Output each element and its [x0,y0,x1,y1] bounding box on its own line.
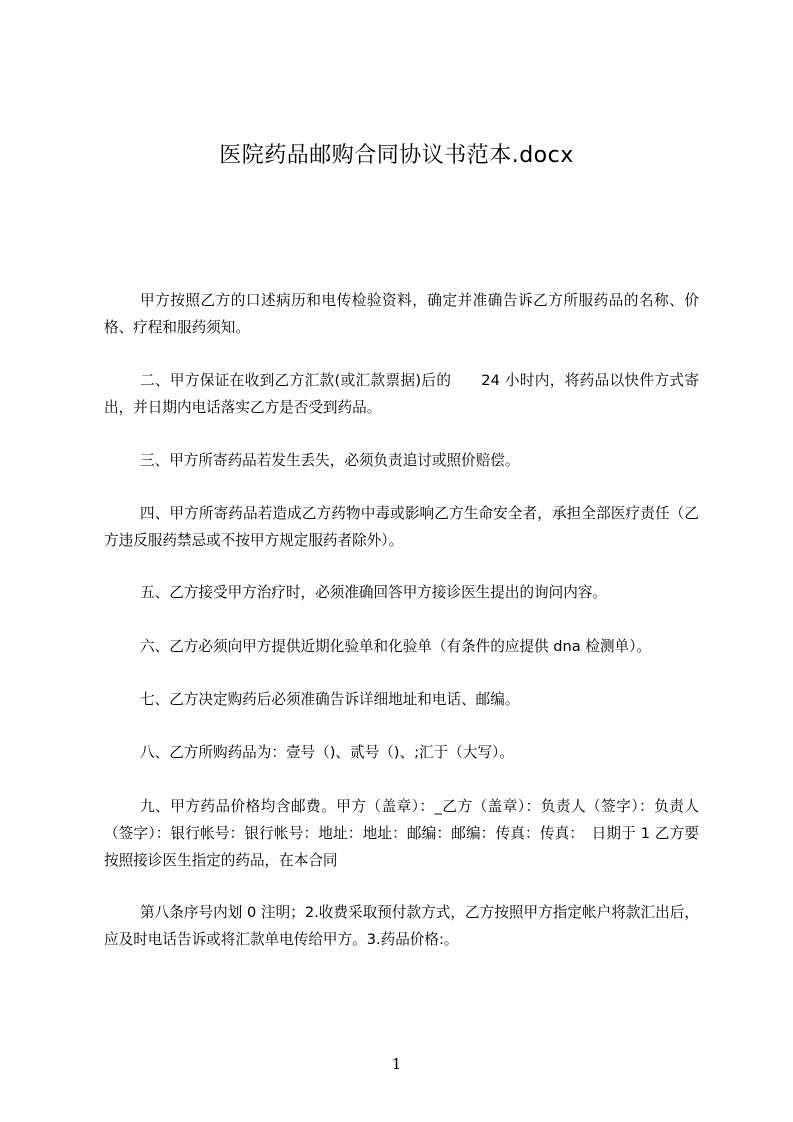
paragraph-9: 九、甲方药品价格均含邮费。甲方（盖章）：_乙方（盖章）：负责人（签字）：负责人（签字）：银行帐号：银行帐号：地址：地址：邮编：邮编：传真：传真： 日期于 1 乙方要按照接诊医生指定的药品，在本合同 [104,798,699,869]
paragraph-10: 第八条序号内划 0 注明；2.收费采取预付款方式，乙方按照甲方指定帐户将款汇出后，应及时电话告诉或将汇款单电传给甲方。3.药品价格:。 [104,904,699,948]
paragraph-8: 八、乙方所购药品为：壹号（)、贰号（)、;汇于（大写）。 [140,744,514,761]
paragraph-2: 二、甲方保证在收到乙方汇款(或汇款票据)后的 24 小时内，将药品以快件方式寄出，并日期内电话落实乙方是否受到药品。 [104,372,699,416]
paragraph-1: 甲方按照乙方的口述病历和电传检验资料，确定并准确告诉乙方所服药品的名称、价格、疗程和服药须知。 [104,292,699,336]
page-number: 1 [391,1055,402,1073]
document-title: 医院药品邮购合同协议书范本.docx [219,143,574,168]
paragraph-6: 六、乙方必须向甲方提供近期化验单和化验单（有条件的应提供 dna 检测单）。 [140,638,652,655]
paragraph-7: 七、乙方决定购药后必须准确告诉详细地址和电话、邮编。 [140,691,520,708]
paragraph-4: 四、甲方所寄药品若造成乙方药物中毒或影响乙方生命安全者，承担全部医疗责任（乙方违反服药禁忌或不按甲方规定服药者除外）。 [104,505,699,549]
paragraph-5: 五、乙方接受甲方治疗时，必须准确回答甲方接诊医生提出的询问内容。 [140,584,608,601]
paragraph-3: 三、甲方所寄药品若发生丢失，必须负责追讨或照价赔偿。 [140,452,520,469]
